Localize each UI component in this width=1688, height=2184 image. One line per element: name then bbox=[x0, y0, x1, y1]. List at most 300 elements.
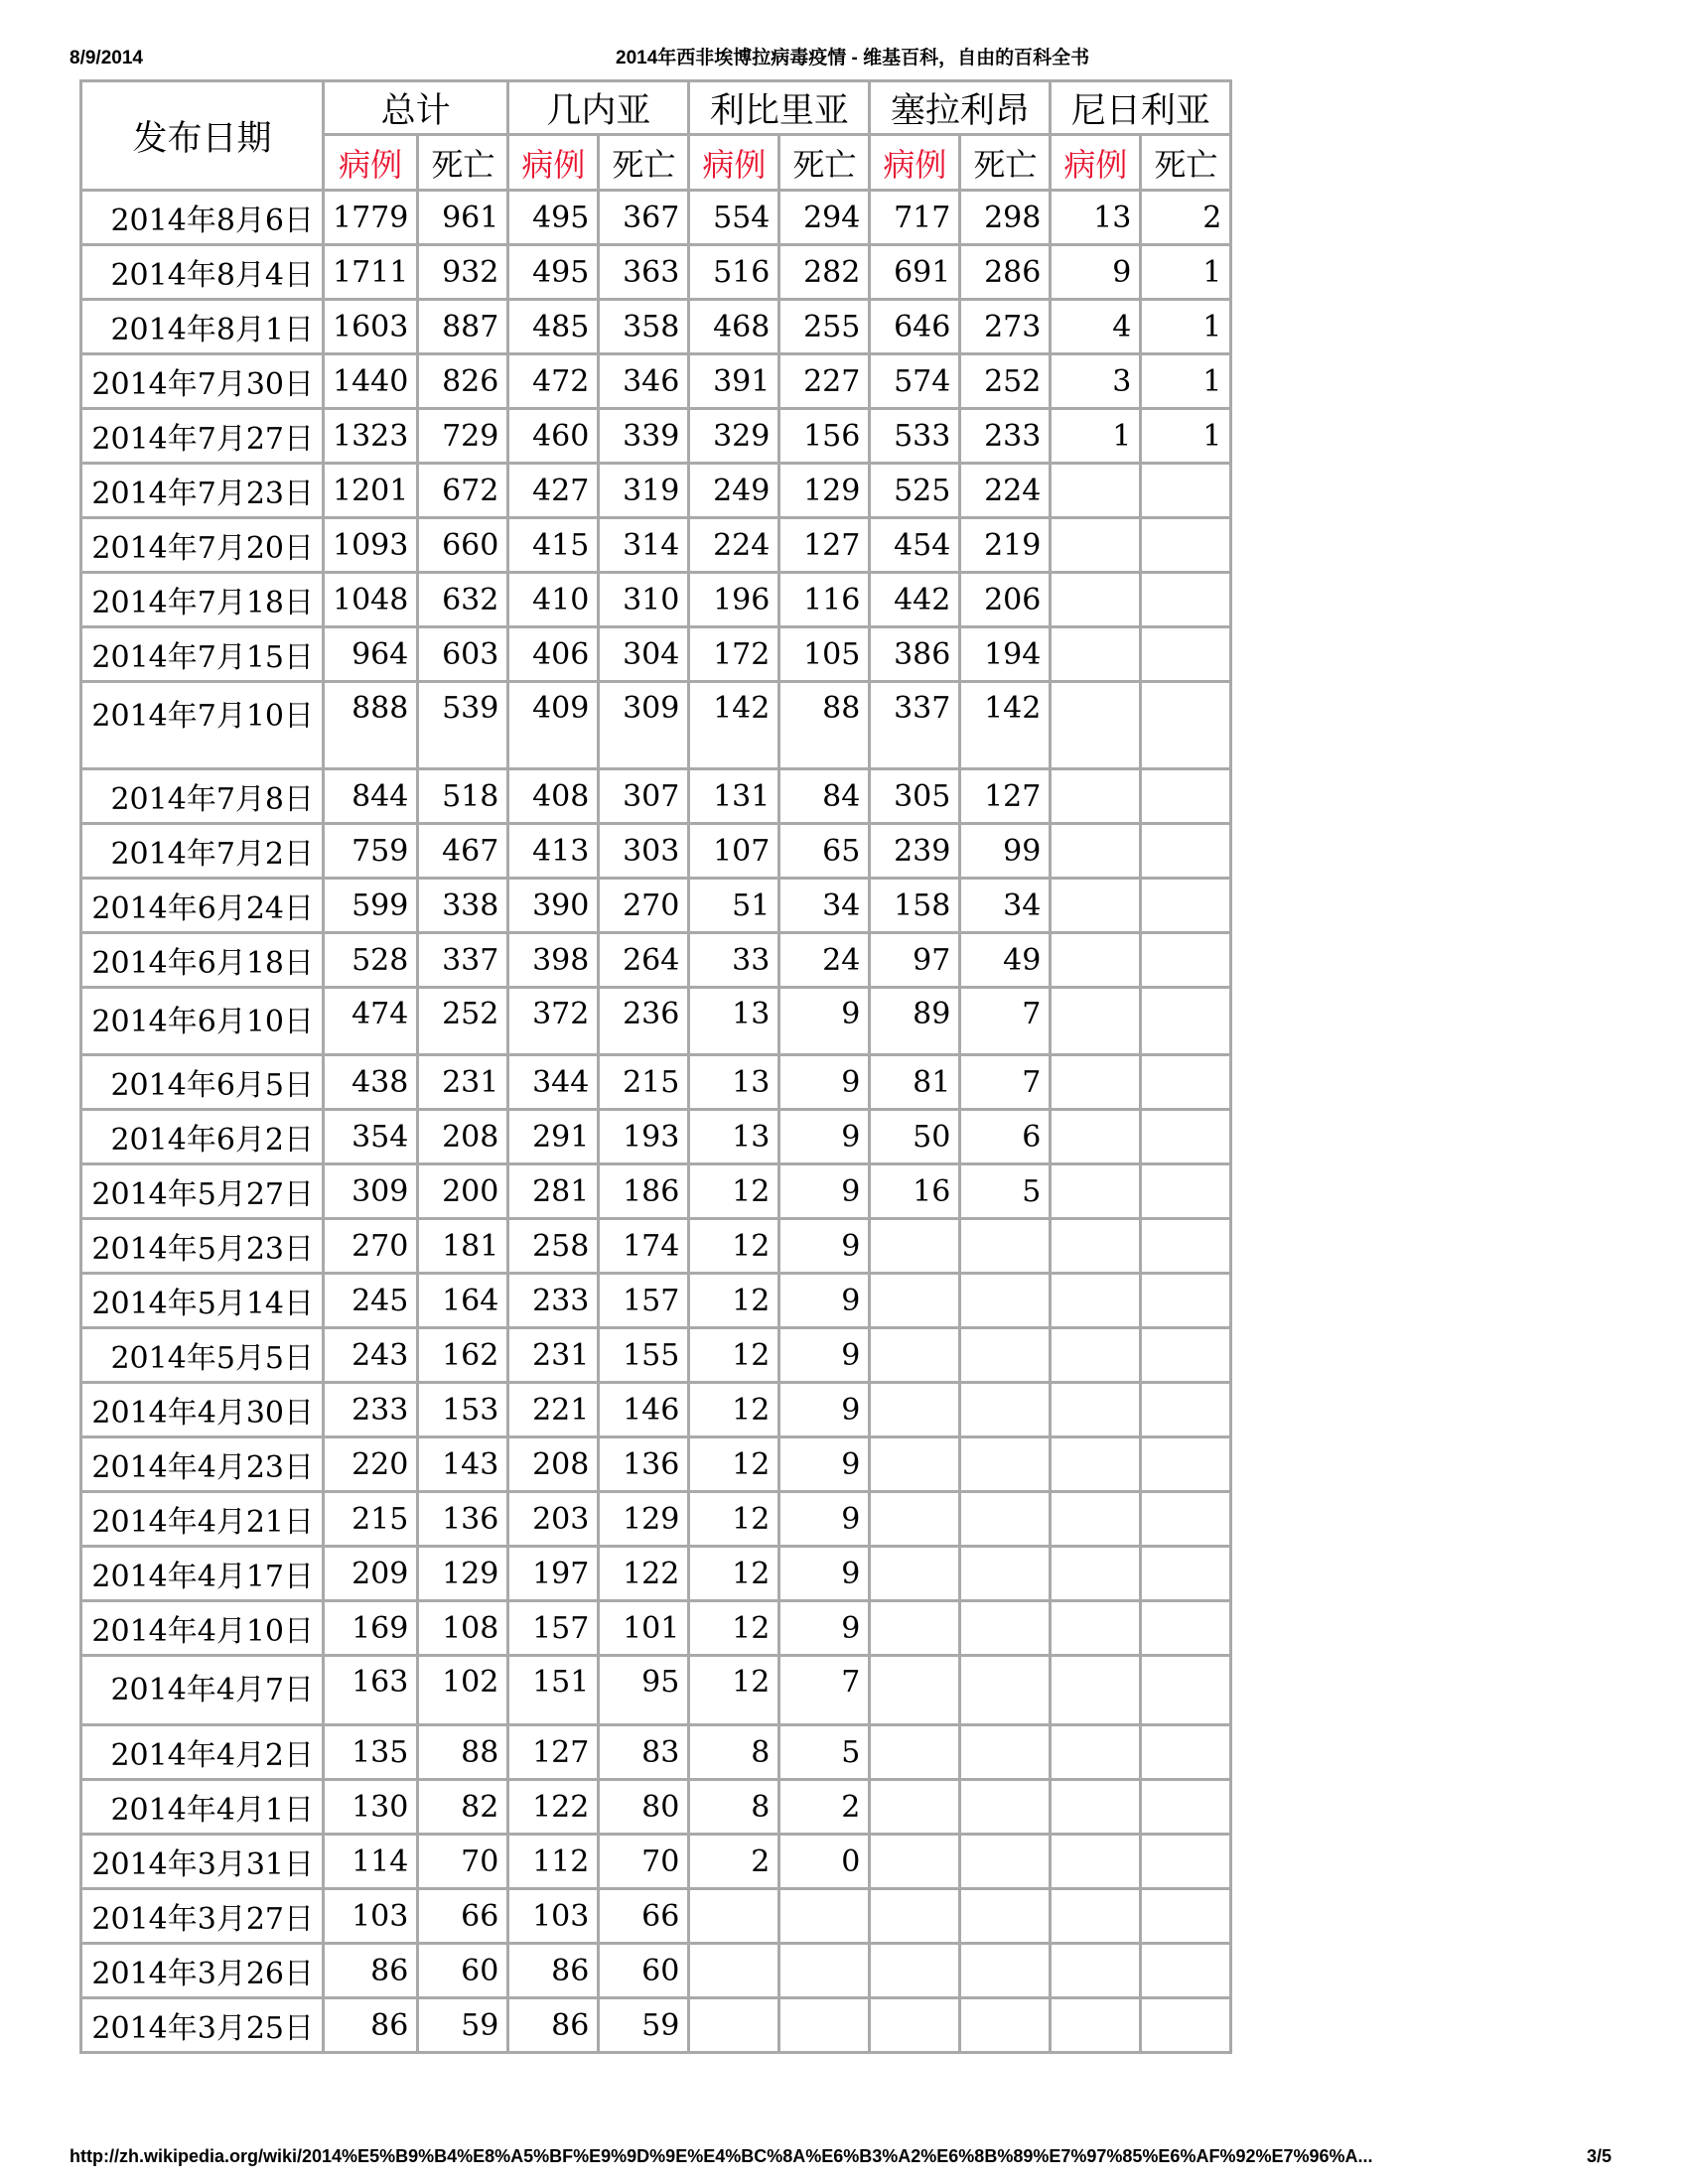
date-cell: 2014年4月1日 bbox=[81, 1780, 324, 1835]
page-title: 2014年西非埃博拉病毒疫情 - 维基百科，自由的百科全书 bbox=[616, 48, 1090, 68]
deaths-cell: 270 bbox=[599, 879, 689, 933]
cases-cell bbox=[689, 1944, 779, 1998]
cases-cell bbox=[870, 1219, 960, 1274]
date-cell: 2014年3月27日 bbox=[81, 1889, 324, 1944]
deaths-cell: 233 bbox=[960, 409, 1051, 464]
date-cell: 2014年4月23日 bbox=[81, 1437, 324, 1492]
table-row bbox=[81, 1889, 1231, 1944]
cases-cell: 12 bbox=[689, 1383, 779, 1437]
deaths-cell: 255 bbox=[779, 300, 870, 354]
cases-cell: 415 bbox=[508, 518, 599, 573]
cases-cell: 12 bbox=[689, 1547, 779, 1601]
deaths-cell bbox=[1141, 988, 1231, 1055]
table-row bbox=[81, 769, 1231, 824]
cases-cell: 86 bbox=[324, 1944, 418, 1998]
date-cell: 2014年7月20日 bbox=[81, 518, 324, 573]
cases-cell bbox=[870, 1492, 960, 1547]
cases-subheader: 病例 bbox=[870, 135, 960, 191]
date-cell: 2014年6月2日 bbox=[81, 1110, 324, 1164]
cases-cell: 215 bbox=[324, 1492, 418, 1547]
deaths-cell: 309 bbox=[599, 682, 689, 769]
deaths-cell: 66 bbox=[599, 1889, 689, 1944]
deaths-cell bbox=[1141, 1437, 1231, 1492]
deaths-cell: 136 bbox=[599, 1437, 689, 1492]
date-cell: 2014年3月25日 bbox=[81, 1998, 324, 2053]
cases-cell bbox=[870, 1274, 960, 1328]
deaths-cell: 9 bbox=[779, 1437, 870, 1492]
cases-cell: 270 bbox=[324, 1219, 418, 1274]
deaths-cell: 236 bbox=[599, 988, 689, 1055]
deaths-cell bbox=[1141, 1164, 1231, 1219]
deaths-cell: 129 bbox=[599, 1492, 689, 1547]
cases-cell bbox=[1051, 1328, 1141, 1383]
deaths-cell: 1 bbox=[1141, 245, 1231, 300]
cases-cell: 86 bbox=[508, 1998, 599, 2053]
cases-cell: 12 bbox=[689, 1492, 779, 1547]
cases-cell: 103 bbox=[324, 1889, 418, 1944]
deaths-cell: 162 bbox=[418, 1328, 508, 1383]
table-row bbox=[81, 464, 1231, 518]
cases-cell: 12 bbox=[689, 1437, 779, 1492]
cases-cell bbox=[870, 1383, 960, 1437]
deaths-cell: 127 bbox=[960, 769, 1051, 824]
table-row bbox=[81, 879, 1231, 933]
deaths-cell: 298 bbox=[960, 191, 1051, 245]
cases-cell: 528 bbox=[324, 933, 418, 988]
cases-cell: 203 bbox=[508, 1492, 599, 1547]
deaths-cell: 7 bbox=[960, 988, 1051, 1055]
cases-cell: 245 bbox=[324, 1274, 418, 1328]
cases-cell: 1603 bbox=[324, 300, 418, 354]
deaths-cell: 200 bbox=[418, 1164, 508, 1219]
deaths-cell bbox=[1141, 879, 1231, 933]
cases-cell: 495 bbox=[508, 191, 599, 245]
cases-cell: 281 bbox=[508, 1164, 599, 1219]
deaths-cell: 9 bbox=[779, 1383, 870, 1437]
cases-cell bbox=[1051, 1780, 1141, 1835]
cases-cell: 233 bbox=[324, 1383, 418, 1437]
deaths-cell: 1 bbox=[1141, 409, 1231, 464]
date-cell: 2014年6月24日 bbox=[81, 879, 324, 933]
table-row bbox=[81, 409, 1231, 464]
cases-cell: 114 bbox=[324, 1835, 418, 1889]
cases-cell: 409 bbox=[508, 682, 599, 769]
cases-cell: 1048 bbox=[324, 573, 418, 627]
cases-cell: 196 bbox=[689, 573, 779, 627]
deaths-cell: 70 bbox=[418, 1835, 508, 1889]
deaths-cell bbox=[1141, 1656, 1231, 1725]
table-row bbox=[81, 1164, 1231, 1219]
deaths-cell: 5 bbox=[960, 1164, 1051, 1219]
deaths-cell bbox=[960, 1835, 1051, 1889]
deaths-cell: 142 bbox=[960, 682, 1051, 769]
cases-cell: 413 bbox=[508, 824, 599, 879]
cases-cell: 197 bbox=[508, 1547, 599, 1601]
deaths-cell bbox=[1141, 1998, 1231, 2053]
deaths-cell: 88 bbox=[779, 682, 870, 769]
table-row bbox=[81, 1725, 1231, 1780]
date-cell: 2014年5月23日 bbox=[81, 1219, 324, 1274]
cases-cell: 408 bbox=[508, 769, 599, 824]
cases-cell: 135 bbox=[324, 1725, 418, 1780]
cases-cell: 112 bbox=[508, 1835, 599, 1889]
deaths-cell: 603 bbox=[418, 627, 508, 682]
date-cell: 2014年5月27日 bbox=[81, 1164, 324, 1219]
deaths-cell: 539 bbox=[418, 682, 508, 769]
cases-cell: 354 bbox=[324, 1110, 418, 1164]
cases-cell: 249 bbox=[689, 464, 779, 518]
table-row bbox=[81, 1383, 1231, 1437]
cases-cell bbox=[1051, 1383, 1141, 1437]
deaths-cell: 358 bbox=[599, 300, 689, 354]
deaths-cell bbox=[960, 1889, 1051, 1944]
deaths-cell bbox=[960, 1437, 1051, 1492]
cases-cell: 122 bbox=[508, 1780, 599, 1835]
cases-cell: 1093 bbox=[324, 518, 418, 573]
country-header-nigeria: 尼日利亚 bbox=[1051, 81, 1231, 135]
deaths-cell: 314 bbox=[599, 518, 689, 573]
cases-cell: 844 bbox=[324, 769, 418, 824]
cases-cell: 8 bbox=[689, 1725, 779, 1780]
deaths-cell: 60 bbox=[599, 1944, 689, 1998]
deaths-cell bbox=[1141, 1219, 1231, 1274]
cases-cell: 1323 bbox=[324, 409, 418, 464]
cases-cell: 51 bbox=[689, 879, 779, 933]
cases-cell bbox=[1051, 1437, 1141, 1492]
date-cell: 2014年8月6日 bbox=[81, 191, 324, 245]
table-body bbox=[81, 191, 1231, 2053]
deaths-cell bbox=[960, 1998, 1051, 2053]
cases-cell: 344 bbox=[508, 1055, 599, 1110]
country-header-sierra-leone: 塞拉利昂 bbox=[870, 81, 1051, 135]
deaths-cell bbox=[779, 1889, 870, 1944]
deaths-cell: 49 bbox=[960, 933, 1051, 988]
cases-subheader: 病例 bbox=[1051, 135, 1141, 191]
cases-cell: 243 bbox=[324, 1328, 418, 1383]
cases-cell: 309 bbox=[324, 1164, 418, 1219]
deaths-cell: 95 bbox=[599, 1656, 689, 1725]
cases-cell: 172 bbox=[689, 627, 779, 682]
table-row bbox=[81, 1110, 1231, 1164]
deaths-cell bbox=[1141, 1944, 1231, 1998]
deaths-cell bbox=[1141, 1110, 1231, 1164]
deaths-cell: 9 bbox=[779, 1055, 870, 1110]
deaths-cell: 9 bbox=[779, 1492, 870, 1547]
cases-cell: 86 bbox=[508, 1944, 599, 1998]
deaths-cell: 307 bbox=[599, 769, 689, 824]
cases-cell: 406 bbox=[508, 627, 599, 682]
deaths-cell bbox=[960, 1725, 1051, 1780]
deaths-cell bbox=[1141, 824, 1231, 879]
cases-cell: 16 bbox=[870, 1164, 960, 1219]
deaths-cell: 88 bbox=[418, 1725, 508, 1780]
deaths-cell: 82 bbox=[418, 1780, 508, 1835]
deaths-cell: 157 bbox=[599, 1274, 689, 1328]
cases-cell: 209 bbox=[324, 1547, 418, 1601]
deaths-cell: 6 bbox=[960, 1110, 1051, 1164]
deaths-cell: 136 bbox=[418, 1492, 508, 1547]
date-cell: 2014年8月4日 bbox=[81, 245, 324, 300]
cases-cell: 127 bbox=[508, 1725, 599, 1780]
deaths-cell: 9 bbox=[779, 1219, 870, 1274]
country-header-guinea: 几内亚 bbox=[508, 81, 689, 135]
deaths-cell: 282 bbox=[779, 245, 870, 300]
cases-cell bbox=[1051, 1492, 1141, 1547]
cases-cell: 964 bbox=[324, 627, 418, 682]
deaths-cell bbox=[779, 1998, 870, 2053]
deaths-cell: 9 bbox=[779, 988, 870, 1055]
cases-cell: 4 bbox=[1051, 300, 1141, 354]
date-cell: 2014年5月14日 bbox=[81, 1274, 324, 1328]
cases-cell bbox=[870, 1656, 960, 1725]
cases-cell: 50 bbox=[870, 1110, 960, 1164]
deaths-cell: 156 bbox=[779, 409, 870, 464]
cases-cell bbox=[1051, 769, 1141, 824]
cases-cell bbox=[1051, 627, 1141, 682]
cases-cell bbox=[1051, 464, 1141, 518]
cases-cell: 391 bbox=[689, 354, 779, 409]
cases-subheader: 病例 bbox=[689, 135, 779, 191]
table-row bbox=[81, 1437, 1231, 1492]
deaths-cell: 227 bbox=[779, 354, 870, 409]
table-row bbox=[81, 518, 1231, 573]
date-cell: 2014年7月30日 bbox=[81, 354, 324, 409]
date-cell: 2014年4月7日 bbox=[81, 1656, 324, 1725]
cases-cell bbox=[870, 1601, 960, 1656]
cases-cell: 888 bbox=[324, 682, 418, 769]
cases-cell: 1440 bbox=[324, 354, 418, 409]
cases-cell: 33 bbox=[689, 933, 779, 988]
deaths-subheader: 死亡 bbox=[599, 135, 689, 191]
cases-cell: 438 bbox=[324, 1055, 418, 1110]
deaths-cell: 632 bbox=[418, 573, 508, 627]
page-url: http://zh.wikipedia.org/wiki/2014%E5%B9%B4%E8%A5%BF%E9%9D%9E%E4%BC%8A%E6%B3%A2%E6%8B%89%E7%97%85%E6%AF%92%E7%96%A... bbox=[70, 2146, 1373, 2166]
deaths-cell: 155 bbox=[599, 1328, 689, 1383]
deaths-cell: 34 bbox=[779, 879, 870, 933]
cases-cell: 516 bbox=[689, 245, 779, 300]
deaths-cell: 102 bbox=[418, 1656, 508, 1725]
deaths-cell bbox=[1141, 1725, 1231, 1780]
deaths-cell: 60 bbox=[418, 1944, 508, 1998]
cases-cell: 329 bbox=[689, 409, 779, 464]
date-cell: 2014年3月31日 bbox=[81, 1835, 324, 1889]
cases-cell: 220 bbox=[324, 1437, 418, 1492]
cases-cell bbox=[1051, 933, 1141, 988]
date-cell: 2014年4月21日 bbox=[81, 1492, 324, 1547]
deaths-cell: 206 bbox=[960, 573, 1051, 627]
print-date: 8/9/2014 bbox=[70, 48, 143, 68]
page-number: 3/5 bbox=[1587, 2146, 1613, 2166]
cases-cell: 1 bbox=[1051, 409, 1141, 464]
cases-cell: 717 bbox=[870, 191, 960, 245]
table-row bbox=[81, 573, 1231, 627]
deaths-cell: 303 bbox=[599, 824, 689, 879]
date-cell: 2014年7月23日 bbox=[81, 464, 324, 518]
cases-cell: 81 bbox=[870, 1055, 960, 1110]
deaths-cell bbox=[960, 1547, 1051, 1601]
deaths-cell: 961 bbox=[418, 191, 508, 245]
deaths-cell bbox=[1141, 1274, 1231, 1328]
deaths-cell: 215 bbox=[599, 1055, 689, 1110]
deaths-cell: 252 bbox=[960, 354, 1051, 409]
deaths-cell bbox=[960, 1219, 1051, 1274]
cases-cell: 390 bbox=[508, 879, 599, 933]
deaths-cell: 304 bbox=[599, 627, 689, 682]
cases-cell: 12 bbox=[689, 1274, 779, 1328]
deaths-cell: 9 bbox=[779, 1547, 870, 1601]
cases-cell bbox=[870, 1328, 960, 1383]
deaths-subheader: 死亡 bbox=[418, 135, 508, 191]
cases-cell: 158 bbox=[870, 879, 960, 933]
table-row bbox=[81, 1601, 1231, 1656]
deaths-cell bbox=[960, 1383, 1051, 1437]
deaths-cell bbox=[1141, 769, 1231, 824]
deaths-cell bbox=[960, 1601, 1051, 1656]
cases-cell: 131 bbox=[689, 769, 779, 824]
deaths-cell: 34 bbox=[960, 879, 1051, 933]
table-row bbox=[81, 627, 1231, 682]
deaths-cell: 310 bbox=[599, 573, 689, 627]
table-row bbox=[81, 1547, 1231, 1601]
cases-cell bbox=[1051, 1998, 1141, 2053]
deaths-cell bbox=[779, 1944, 870, 1998]
deaths-subheader: 死亡 bbox=[1141, 135, 1231, 191]
date-cell: 2014年7月10日 bbox=[81, 682, 324, 769]
deaths-cell: 337 bbox=[418, 933, 508, 988]
deaths-cell: 70 bbox=[599, 1835, 689, 1889]
deaths-cell: 2 bbox=[779, 1780, 870, 1835]
cases-cell: 599 bbox=[324, 879, 418, 933]
cases-cell: 208 bbox=[508, 1437, 599, 1492]
deaths-cell: 122 bbox=[599, 1547, 689, 1601]
cases-cell: 442 bbox=[870, 573, 960, 627]
cases-cell: 12 bbox=[689, 1219, 779, 1274]
deaths-cell: 1 bbox=[1141, 300, 1231, 354]
cases-cell: 224 bbox=[689, 518, 779, 573]
cases-cell: 97 bbox=[870, 933, 960, 988]
cases-cell bbox=[1051, 879, 1141, 933]
deaths-subheader: 死亡 bbox=[779, 135, 870, 191]
deaths-cell bbox=[1141, 1780, 1231, 1835]
deaths-cell: 99 bbox=[960, 824, 1051, 879]
deaths-cell bbox=[1141, 1835, 1231, 1889]
deaths-cell: 208 bbox=[418, 1110, 508, 1164]
cases-cell: 12 bbox=[689, 1656, 779, 1725]
date-cell: 2014年4月30日 bbox=[81, 1383, 324, 1437]
cases-cell: 337 bbox=[870, 682, 960, 769]
table-row bbox=[81, 824, 1231, 879]
deaths-cell: 9 bbox=[779, 1164, 870, 1219]
deaths-cell: 346 bbox=[599, 354, 689, 409]
cases-cell: 291 bbox=[508, 1110, 599, 1164]
deaths-cell: 5 bbox=[779, 1725, 870, 1780]
cases-cell: 410 bbox=[508, 573, 599, 627]
cases-cell bbox=[689, 1998, 779, 2053]
cases-cell: 495 bbox=[508, 245, 599, 300]
cases-cell: 89 bbox=[870, 988, 960, 1055]
deaths-cell: 101 bbox=[599, 1601, 689, 1656]
deaths-cell bbox=[960, 1656, 1051, 1725]
date-cell: 2014年4月17日 bbox=[81, 1547, 324, 1601]
date-cell: 2014年6月18日 bbox=[81, 933, 324, 988]
deaths-cell: 932 bbox=[418, 245, 508, 300]
deaths-cell: 65 bbox=[779, 824, 870, 879]
cases-cell: 2 bbox=[689, 1835, 779, 1889]
cases-subheader: 病例 bbox=[324, 135, 418, 191]
cases-cell: 9 bbox=[1051, 245, 1141, 300]
deaths-cell: 1 bbox=[1141, 354, 1231, 409]
deaths-cell: 367 bbox=[599, 191, 689, 245]
cases-cell: 1201 bbox=[324, 464, 418, 518]
table-row bbox=[81, 1835, 1231, 1889]
date-cell: 2014年4月2日 bbox=[81, 1725, 324, 1780]
deaths-cell: 294 bbox=[779, 191, 870, 245]
cases-cell: 454 bbox=[870, 518, 960, 573]
cases-cell bbox=[1051, 682, 1141, 769]
cases-cell: 759 bbox=[324, 824, 418, 879]
deaths-cell: 186 bbox=[599, 1164, 689, 1219]
cases-cell: 13 bbox=[1051, 191, 1141, 245]
cases-cell: 103 bbox=[508, 1889, 599, 1944]
cases-cell: 472 bbox=[508, 354, 599, 409]
deaths-cell: 7 bbox=[779, 1656, 870, 1725]
deaths-cell: 194 bbox=[960, 627, 1051, 682]
cases-cell bbox=[870, 1889, 960, 1944]
cases-cell bbox=[1051, 1055, 1141, 1110]
table-row bbox=[81, 1656, 1231, 1725]
table-row bbox=[81, 354, 1231, 409]
deaths-cell: 83 bbox=[599, 1725, 689, 1780]
deaths-cell: 9 bbox=[779, 1328, 870, 1383]
deaths-cell: 164 bbox=[418, 1274, 508, 1328]
deaths-cell: 9 bbox=[779, 1110, 870, 1164]
deaths-cell: 127 bbox=[779, 518, 870, 573]
date-cell: 2014年3月26日 bbox=[81, 1944, 324, 1998]
cases-cell: 8 bbox=[689, 1780, 779, 1835]
cases-cell bbox=[870, 1725, 960, 1780]
deaths-cell: 153 bbox=[418, 1383, 508, 1437]
date-column-header: 发布日期 bbox=[81, 81, 324, 191]
date-cell: 2014年6月5日 bbox=[81, 1055, 324, 1110]
cases-cell: 460 bbox=[508, 409, 599, 464]
deaths-cell: 129 bbox=[418, 1547, 508, 1601]
deaths-cell: 9 bbox=[779, 1601, 870, 1656]
cases-cell bbox=[1051, 1835, 1141, 1889]
table-row bbox=[81, 191, 1231, 245]
deaths-cell: 116 bbox=[779, 573, 870, 627]
cases-cell bbox=[1051, 518, 1141, 573]
deaths-cell: 273 bbox=[960, 300, 1051, 354]
deaths-cell: 193 bbox=[599, 1110, 689, 1164]
deaths-cell: 174 bbox=[599, 1219, 689, 1274]
deaths-cell: 146 bbox=[599, 1383, 689, 1437]
deaths-cell: 672 bbox=[418, 464, 508, 518]
table-row bbox=[81, 933, 1231, 988]
cases-cell: 485 bbox=[508, 300, 599, 354]
deaths-cell bbox=[1141, 1055, 1231, 1110]
date-cell: 2014年7月18日 bbox=[81, 573, 324, 627]
cases-cell: 12 bbox=[689, 1164, 779, 1219]
deaths-cell: 826 bbox=[418, 354, 508, 409]
date-cell: 2014年7月15日 bbox=[81, 627, 324, 682]
deaths-cell: 181 bbox=[418, 1219, 508, 1274]
cases-cell: 574 bbox=[870, 354, 960, 409]
table-row bbox=[81, 1328, 1231, 1383]
table-row bbox=[81, 1944, 1231, 1998]
cases-cell bbox=[870, 1998, 960, 2053]
cases-cell: 305 bbox=[870, 769, 960, 824]
deaths-cell bbox=[960, 1780, 1051, 1835]
